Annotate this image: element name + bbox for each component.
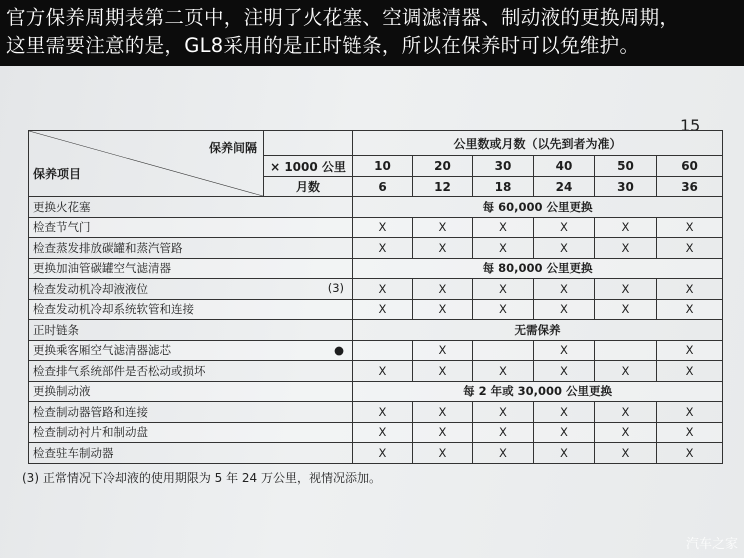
item-name: 检查发动机冷却液液位: [33, 281, 148, 296]
table-row: [29, 381, 723, 402]
item-name: 检查发动机冷却系统软管和连接: [33, 302, 194, 317]
check-mark-cell: X: [413, 443, 473, 464]
check-mark-cell: X: [657, 402, 723, 423]
item-name: 更换火花塞: [33, 199, 91, 214]
item-label: [29, 422, 353, 443]
check-mark-cell: X: [595, 279, 657, 300]
item-label: [29, 340, 353, 361]
check-mark-cell: X: [413, 402, 473, 423]
interval-text: 每 60,000 公里更换: [353, 197, 723, 218]
check-mark-cell: X: [595, 238, 657, 259]
table-row: [29, 258, 723, 279]
check-mark-cell: X: [534, 443, 595, 464]
km-value: 10: [353, 156, 413, 177]
table-row: [29, 320, 723, 341]
check-mark-cell: X: [657, 238, 723, 259]
interval-text: 每 80,000 公里更换: [353, 258, 723, 279]
check-mark-cell: X: [534, 217, 595, 238]
corner-header-cell: [29, 131, 264, 197]
check-mark-cell: X: [595, 402, 657, 423]
table-row: [29, 340, 723, 361]
check-mark-cell: X: [353, 238, 413, 259]
check-mark-cell: X: [353, 279, 413, 300]
km-value: 30: [473, 156, 534, 177]
check-mark-cell: X: [657, 361, 723, 382]
blank-header-cell: [264, 131, 353, 156]
item-label: [29, 320, 353, 341]
check-mark-cell: [473, 340, 534, 361]
bullet-marker: ●: [333, 342, 344, 357]
check-mark-cell: X: [413, 299, 473, 320]
item-label: [29, 361, 353, 382]
check-mark-cell: X: [353, 422, 413, 443]
month-value: 6: [353, 177, 413, 197]
caption-line: 官方保养周期表第二页中，注明了火花塞、空调滤清器、制动液的更换周期，: [6, 6, 680, 29]
check-mark-cell: X: [534, 299, 595, 320]
item-name: 更换加油管碳罐空气滤清器: [33, 261, 171, 276]
item-name: 检查节气门: [33, 220, 91, 235]
check-mark-cell: X: [595, 422, 657, 443]
month-value: 18: [473, 177, 534, 197]
month-value: 36: [657, 177, 723, 197]
check-mark-cell: X: [595, 361, 657, 382]
table-row: [29, 443, 723, 464]
check-mark-cell: X: [413, 422, 473, 443]
km-value: 40: [534, 156, 595, 177]
photo-caption: [0, 0, 744, 66]
check-mark-cell: X: [534, 279, 595, 300]
item-name: 检查制动衬片和制动盘: [33, 425, 148, 440]
footnote-ref: (3): [327, 281, 344, 295]
check-mark-cell: X: [353, 299, 413, 320]
item-name: 检查排气系统部件是否松动或损坏: [33, 363, 206, 378]
item-name: 检查驻车制动器: [33, 445, 114, 460]
item-name: 正时链条: [33, 322, 79, 337]
item-name: 更换制动液: [33, 384, 91, 399]
check-mark-cell: X: [595, 299, 657, 320]
check-mark-cell: X: [473, 217, 534, 238]
check-mark-cell: X: [534, 402, 595, 423]
item-label: [29, 402, 353, 423]
item-header: 保养项目: [33, 167, 82, 181]
caption-line: 这里需要注意的是，GL8采用的是正时链条，所以在保养时可以免维护。: [6, 34, 640, 57]
item-label: [29, 443, 353, 464]
item-label: [29, 381, 353, 402]
check-mark-cell: X: [473, 402, 534, 423]
km-value: 60: [657, 156, 723, 177]
table-row: [29, 197, 723, 218]
check-mark-cell: X: [657, 279, 723, 300]
km-value: 50: [595, 156, 657, 177]
footnote: (3) 正常情况下冷却液的使用期限为 5 年 24 万公里，视情况添加。: [22, 471, 381, 485]
check-mark-cell: X: [353, 402, 413, 423]
month-value: 30: [595, 177, 657, 197]
page-number: 15: [680, 116, 701, 135]
item-label: [29, 279, 353, 300]
interval-text: 每 2 年或 30,000 公里更换: [353, 381, 723, 402]
check-mark-cell: X: [473, 238, 534, 259]
check-mark-cell: X: [657, 299, 723, 320]
check-mark-cell: X: [413, 217, 473, 238]
check-mark-cell: X: [413, 238, 473, 259]
check-mark-cell: X: [353, 361, 413, 382]
watermark: 汽车之家: [685, 537, 738, 552]
check-mark-cell: X: [473, 422, 534, 443]
table-row: [29, 279, 723, 300]
check-mark-cell: X: [473, 443, 534, 464]
check-mark-cell: X: [595, 443, 657, 464]
check-mark-cell: X: [657, 443, 723, 464]
table-row: [29, 361, 723, 382]
item-label: [29, 217, 353, 238]
check-mark-cell: [353, 340, 413, 361]
check-mark-cell: X: [534, 238, 595, 259]
check-mark-cell: X: [657, 422, 723, 443]
check-mark-cell: X: [413, 361, 473, 382]
check-mark-cell: X: [473, 361, 534, 382]
km-value: 20: [413, 156, 473, 177]
item-label: [29, 299, 353, 320]
check-mark-cell: X: [534, 340, 595, 361]
check-mark-cell: X: [353, 217, 413, 238]
table-row: [29, 422, 723, 443]
check-mark-cell: X: [534, 361, 595, 382]
km-label: × 1000 公里: [264, 156, 353, 177]
table-row: [29, 299, 723, 320]
item-label: [29, 258, 353, 279]
check-mark-cell: X: [473, 279, 534, 300]
check-mark-cell: X: [413, 279, 473, 300]
check-mark-cell: X: [473, 299, 534, 320]
table-row: [29, 238, 723, 259]
month-value: 24: [534, 177, 595, 197]
group-header: 公里数或月数（以先到者为准）: [353, 131, 723, 156]
month-value: 12: [413, 177, 473, 197]
item-label: [29, 238, 353, 259]
check-mark-cell: X: [595, 217, 657, 238]
check-mark-cell: X: [534, 422, 595, 443]
item-name: 检查制动器管路和连接: [33, 404, 148, 419]
table-row: [29, 217, 723, 238]
item-label: [29, 197, 353, 218]
maintenance-schedule-table: [28, 130, 723, 464]
item-name: 检查蒸发排放碳罐和蒸汽管路: [33, 240, 183, 255]
month-label: 月数: [264, 177, 353, 197]
check-mark-cell: X: [657, 217, 723, 238]
check-mark-cell: [595, 340, 657, 361]
interval-text: 无需保养: [353, 320, 723, 341]
table-row: [29, 402, 723, 423]
check-mark-cell: X: [657, 340, 723, 361]
check-mark-cell: X: [353, 443, 413, 464]
interval-header: 保养间隔: [208, 141, 257, 155]
check-mark-cell: X: [413, 340, 473, 361]
item-name: 更换乘客厢空气滤清器滤芯: [33, 343, 171, 358]
